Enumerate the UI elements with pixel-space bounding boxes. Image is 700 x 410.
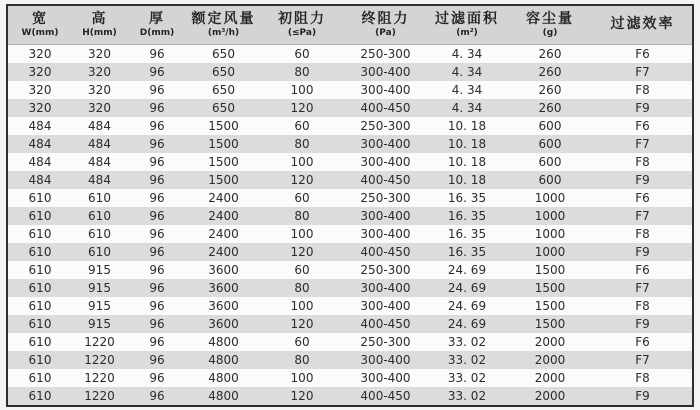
cell-dust-capacity: 600 <box>538 154 562 169</box>
cell-efficiency: F8 <box>635 82 650 97</box>
cell-final-resistance: 300-400 <box>360 298 411 313</box>
cell-dust-capacity: 1500 <box>534 280 566 295</box>
cell-width: 610 <box>28 316 52 331</box>
cell-height: 484 <box>88 172 111 187</box>
cell-thickness: 96 <box>149 280 165 295</box>
table-row <box>8 261 692 279</box>
cell-initial-resistance: 120 <box>290 388 314 403</box>
cell-thickness: 96 <box>149 172 165 187</box>
cell-height: 610 <box>88 208 111 223</box>
cell-dust-capacity: 1500 <box>534 316 566 331</box>
cell-width: 610 <box>28 388 52 403</box>
cell-final-resistance: 400-450 <box>360 172 411 187</box>
cell-thickness: 96 <box>149 370 165 385</box>
cell-efficiency: F6 <box>635 334 650 349</box>
cell-width: 610 <box>28 262 52 277</box>
cell-dust-capacity: 2000 <box>534 334 566 349</box>
table-row <box>8 369 692 387</box>
cell-initial-resistance: 80 <box>294 280 310 295</box>
cell-filter-area: 16. 35 <box>447 244 487 259</box>
cell-initial-resistance: 60 <box>294 46 310 61</box>
cell-filter-area: 33. 02 <box>447 388 487 403</box>
cell-efficiency: F7 <box>635 208 650 223</box>
cell-final-resistance: 300-400 <box>360 64 411 79</box>
cell-filter-area: 4. 34 <box>451 82 483 97</box>
cell-width: 610 <box>28 334 52 349</box>
cell-rated-airflow: 1500 <box>208 118 239 133</box>
table-row <box>8 99 692 117</box>
cell-dust-capacity: 1500 <box>534 298 566 313</box>
table-row <box>8 63 692 81</box>
col-header-width <box>8 6 72 44</box>
col-unit: (m²) <box>456 27 478 38</box>
cell-initial-resistance: 100 <box>290 226 314 241</box>
cell-initial-resistance: 80 <box>294 136 310 151</box>
col-header-filter-area <box>427 6 507 44</box>
cell-height: 915 <box>88 262 111 277</box>
cell-dust-capacity: 260 <box>538 64 562 79</box>
table-row <box>8 135 692 153</box>
cell-filter-area: 16. 35 <box>447 190 487 205</box>
table-row <box>8 279 692 297</box>
table-row <box>8 44 692 63</box>
col-label: 高 <box>91 10 108 27</box>
cell-final-resistance: 400-450 <box>360 244 411 259</box>
cell-final-resistance: 250-300 <box>360 118 411 133</box>
col-label: 过滤面积 <box>435 10 499 27</box>
cell-height: 610 <box>88 190 111 205</box>
cell-efficiency: F8 <box>635 370 650 385</box>
cell-efficiency: F9 <box>635 244 650 259</box>
cell-height: 610 <box>88 226 111 241</box>
cell-width: 610 <box>28 352 52 367</box>
cell-rated-airflow: 650 <box>212 100 235 115</box>
col-label: 宽 <box>32 10 48 27</box>
cell-thickness: 96 <box>149 244 165 259</box>
cell-thickness: 96 <box>149 316 165 331</box>
cell-thickness: 96 <box>149 226 165 241</box>
cell-rated-airflow: 1500 <box>208 172 239 187</box>
cell-rated-airflow: 650 <box>212 64 235 79</box>
cell-final-resistance: 250-300 <box>360 46 411 61</box>
cell-final-resistance: 300-400 <box>360 154 411 169</box>
cell-efficiency: F9 <box>635 388 650 403</box>
cell-initial-resistance: 80 <box>294 208 310 223</box>
cell-height: 1220 <box>84 334 115 349</box>
cell-filter-area: 10. 18 <box>447 154 487 169</box>
cell-initial-resistance: 80 <box>294 352 310 367</box>
col-label: 过滤效率 <box>610 16 675 33</box>
cell-dust-capacity: 1000 <box>534 226 566 241</box>
col-label: 终阻力 <box>361 10 410 27</box>
cell-filter-area: 16. 35 <box>447 226 487 241</box>
cell-final-resistance: 300-400 <box>360 352 411 367</box>
cell-height: 320 <box>88 46 111 61</box>
table-row <box>8 351 692 369</box>
cell-width: 610 <box>28 208 52 223</box>
col-unit: (g) <box>542 27 558 38</box>
cell-width: 484 <box>28 118 52 133</box>
table-row <box>8 297 692 315</box>
cell-rated-airflow: 650 <box>212 46 235 61</box>
cell-height: 484 <box>88 136 111 151</box>
col-header-rated-airflow <box>187 6 260 44</box>
col-header-efficiency <box>593 6 692 44</box>
filter-spec-table-frame <box>6 4 694 407</box>
cell-dust-capacity: 1000 <box>534 208 566 223</box>
cell-filter-area: 4. 34 <box>451 100 483 115</box>
table-row <box>8 153 692 171</box>
cell-thickness: 96 <box>149 136 165 151</box>
cell-rated-airflow: 3600 <box>208 262 239 277</box>
cell-width: 610 <box>28 370 52 385</box>
cell-rated-airflow: 3600 <box>208 316 239 331</box>
cell-final-resistance: 300-400 <box>360 226 411 241</box>
cell-filter-area: 4. 34 <box>451 46 483 61</box>
cell-filter-area: 4. 34 <box>451 64 483 79</box>
cell-filter-area: 16. 35 <box>447 208 487 223</box>
cell-rated-airflow: 1500 <box>208 154 239 169</box>
cell-final-resistance: 250-300 <box>360 262 411 277</box>
cell-height: 915 <box>88 316 111 331</box>
cell-thickness: 96 <box>149 82 165 97</box>
cell-dust-capacity: 2000 <box>534 388 566 403</box>
cell-rated-airflow: 4800 <box>208 370 239 385</box>
table-row <box>8 171 692 189</box>
cell-width: 320 <box>28 82 52 97</box>
cell-final-resistance: 400-450 <box>360 100 411 115</box>
cell-height: 1220 <box>84 388 115 403</box>
cell-efficiency: F7 <box>635 64 650 79</box>
cell-thickness: 96 <box>149 64 165 79</box>
filter-spec-table <box>8 6 692 405</box>
cell-dust-capacity: 260 <box>538 100 562 115</box>
col-unit: (m³/h) <box>207 27 240 38</box>
cell-efficiency: F8 <box>635 154 650 169</box>
cell-thickness: 96 <box>149 46 165 61</box>
cell-height: 915 <box>88 298 111 313</box>
cell-filter-area: 10. 18 <box>447 136 487 151</box>
col-label: 容尘量 <box>526 10 574 27</box>
cell-efficiency: F6 <box>635 46 650 61</box>
cell-initial-resistance: 120 <box>290 244 314 259</box>
cell-filter-area: 33. 02 <box>447 352 487 367</box>
col-unit: (≤Pa) <box>287 27 317 38</box>
cell-width: 484 <box>28 136 52 151</box>
table-row <box>8 189 692 207</box>
col-label: 初阻力 <box>278 10 326 27</box>
cell-height: 1220 <box>84 370 115 385</box>
cell-height: 1220 <box>84 352 115 367</box>
cell-efficiency: F7 <box>635 136 650 151</box>
cell-thickness: 96 <box>149 190 165 205</box>
cell-filter-area: 33. 02 <box>447 370 487 385</box>
col-header-dust-capacity <box>507 6 593 44</box>
cell-efficiency: F8 <box>635 226 650 241</box>
col-unit: (Pa) <box>375 27 396 38</box>
cell-thickness: 96 <box>149 154 165 169</box>
cell-dust-capacity: 1500 <box>534 262 566 277</box>
cell-final-resistance: 250-300 <box>360 190 411 205</box>
cell-efficiency: F6 <box>635 262 650 277</box>
cell-filter-area: 24. 69 <box>447 262 487 277</box>
cell-thickness: 96 <box>149 100 165 115</box>
cell-width: 320 <box>28 46 52 61</box>
header-row <box>8 6 692 44</box>
cell-height: 320 <box>88 64 111 79</box>
cell-thickness: 96 <box>149 352 165 367</box>
cell-efficiency: F9 <box>635 100 650 115</box>
table-row <box>8 387 692 405</box>
cell-initial-resistance: 60 <box>294 190 310 205</box>
cell-initial-resistance: 120 <box>290 100 314 115</box>
table-row <box>8 117 692 135</box>
cell-thickness: 96 <box>149 262 165 277</box>
cell-thickness: 96 <box>149 208 165 223</box>
cell-efficiency: F9 <box>635 172 650 187</box>
cell-initial-resistance: 120 <box>290 172 314 187</box>
cell-rated-airflow: 1500 <box>208 136 239 151</box>
cell-thickness: 96 <box>149 334 165 349</box>
cell-width: 610 <box>28 280 52 295</box>
cell-final-resistance: 300-400 <box>360 82 411 97</box>
col-label: 厚 <box>149 10 165 27</box>
cell-height: 915 <box>88 280 111 295</box>
cell-thickness: 96 <box>149 118 165 133</box>
cell-filter-area: 24. 69 <box>447 280 487 295</box>
cell-rated-airflow: 2400 <box>208 244 239 259</box>
cell-dust-capacity: 2000 <box>534 352 566 367</box>
col-header-initial-resistance <box>260 6 344 44</box>
cell-rated-airflow: 3600 <box>208 298 239 313</box>
cell-initial-resistance: 100 <box>290 298 314 313</box>
col-unit: H(mm) <box>82 27 117 38</box>
cell-initial-resistance: 80 <box>294 64 310 79</box>
cell-filter-area: 10. 18 <box>447 118 487 133</box>
table-row <box>8 207 692 225</box>
table-row <box>8 81 692 99</box>
cell-final-resistance: 400-450 <box>360 316 411 331</box>
cell-final-resistance: 250-300 <box>360 334 411 349</box>
cell-rated-airflow: 2400 <box>208 190 239 205</box>
cell-dust-capacity: 2000 <box>534 370 566 385</box>
col-header-thickness <box>127 6 187 44</box>
cell-filter-area: 10. 18 <box>447 172 487 187</box>
cell-width: 610 <box>28 226 52 241</box>
cell-filter-area: 24. 69 <box>447 316 487 331</box>
cell-rated-airflow: 2400 <box>208 226 239 241</box>
cell-dust-capacity: 260 <box>538 82 562 97</box>
cell-width: 610 <box>28 298 52 313</box>
cell-height: 320 <box>88 82 111 97</box>
cell-initial-resistance: 60 <box>294 262 310 277</box>
cell-filter-area: 33. 02 <box>447 334 487 349</box>
cell-efficiency: F6 <box>635 190 650 205</box>
cell-dust-capacity: 600 <box>538 172 562 187</box>
cell-dust-capacity: 260 <box>538 46 562 61</box>
cell-initial-resistance: 100 <box>290 370 314 385</box>
col-unit: W(mm) <box>21 27 59 38</box>
table-row <box>8 333 692 351</box>
table-row <box>8 315 692 333</box>
cell-dust-capacity: 600 <box>538 136 562 151</box>
cell-thickness: 96 <box>149 388 165 403</box>
cell-height: 320 <box>88 100 111 115</box>
cell-efficiency: F7 <box>635 280 650 295</box>
cell-rated-airflow: 4800 <box>208 352 239 367</box>
cell-thickness: 96 <box>149 298 165 313</box>
cell-rated-airflow: 3600 <box>208 280 239 295</box>
cell-filter-area: 24. 69 <box>447 298 487 313</box>
cell-initial-resistance: 100 <box>290 82 314 97</box>
cell-height: 610 <box>88 244 111 259</box>
table-row <box>8 243 692 261</box>
cell-efficiency: F7 <box>635 352 650 367</box>
cell-efficiency: F8 <box>635 298 650 313</box>
cell-initial-resistance: 60 <box>294 118 310 133</box>
cell-dust-capacity: 1000 <box>534 244 566 259</box>
cell-final-resistance: 300-400 <box>360 370 411 385</box>
cell-final-resistance: 300-400 <box>360 136 411 151</box>
cell-height: 484 <box>88 118 111 133</box>
cell-width: 320 <box>28 64 52 79</box>
cell-final-resistance: 300-400 <box>360 280 411 295</box>
cell-efficiency: F6 <box>635 118 650 133</box>
cell-efficiency: F9 <box>635 316 650 331</box>
cell-initial-resistance: 60 <box>294 334 310 349</box>
cell-rated-airflow: 2400 <box>208 208 239 223</box>
cell-height: 484 <box>88 154 111 169</box>
cell-rated-airflow: 650 <box>212 82 235 97</box>
col-header-height <box>72 6 127 44</box>
cell-width: 610 <box>28 244 52 259</box>
cell-width: 484 <box>28 154 52 169</box>
cell-initial-resistance: 120 <box>290 316 314 331</box>
cell-width: 320 <box>28 100 52 115</box>
col-header-final-resistance <box>344 6 427 44</box>
cell-dust-capacity: 1000 <box>534 190 566 205</box>
col-label: 额定风量 <box>191 10 256 27</box>
cell-rated-airflow: 4800 <box>208 388 239 403</box>
table-row <box>8 225 692 243</box>
cell-width: 484 <box>28 172 52 187</box>
cell-final-resistance: 300-400 <box>360 208 411 223</box>
col-unit: D(mm) <box>139 27 175 38</box>
cell-rated-airflow: 4800 <box>208 334 239 349</box>
cell-initial-resistance: 100 <box>290 154 314 169</box>
cell-dust-capacity: 600 <box>538 118 562 133</box>
cell-width: 610 <box>28 190 52 205</box>
cell-final-resistance: 400-450 <box>360 388 411 403</box>
